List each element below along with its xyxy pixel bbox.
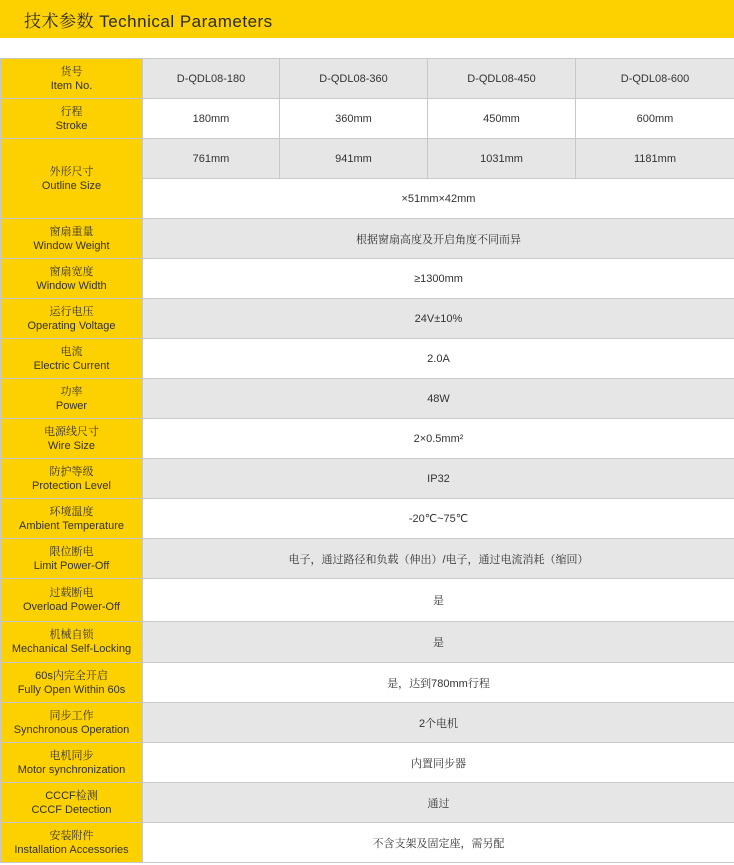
label-item-no: 货号 Item No. bbox=[1, 59, 143, 99]
row-synchronous-operation bbox=[1, 703, 734, 743]
ccc-detection-value: 通过 bbox=[143, 783, 734, 823]
label-installation-accessories: 安装附件 Installation Accessories bbox=[1, 823, 143, 863]
window-weight-value: 根据窗扇高度及开启角度不同而异 bbox=[143, 219, 734, 259]
mechanical-self-locking-value: 是 bbox=[143, 622, 734, 663]
label-motor-synchronization: 电机同步 Motor synchronization bbox=[1, 743, 143, 783]
row-limit-power-off bbox=[1, 539, 734, 579]
protection-level-value: IP32 bbox=[143, 459, 734, 499]
label-wire-size: 电源线尺寸 Wire Size bbox=[1, 419, 143, 459]
label-protection-level: 防护等级 Protection Level bbox=[1, 459, 143, 499]
label-synchronous-operation: 同步工作 Synchronous Operation bbox=[1, 703, 143, 743]
label-ambient-temperature: 环境温度 Ambient Temperature bbox=[1, 499, 143, 539]
label-limit-power-off: 限位断电 Limit Power-Off bbox=[1, 539, 143, 579]
label-ccc-detection: CCCF检测 CCCF Detection bbox=[1, 783, 143, 823]
outline-size-common: ×51mm×42mm bbox=[143, 179, 734, 219]
title-bar bbox=[0, 0, 734, 38]
stroke-360: 360mm bbox=[280, 99, 428, 139]
row-window-weight bbox=[1, 219, 734, 259]
outline-size-180: 761mm bbox=[143, 139, 280, 179]
label-overload-power-off: 过载断电 Overload Power-Off bbox=[1, 579, 143, 622]
label-power: 功率 Power bbox=[1, 379, 143, 419]
stroke-600: 600mm bbox=[576, 99, 734, 139]
synchronous-operation-value: 2个电机 bbox=[143, 703, 734, 743]
label-outline-size: 外形尺寸 Outline Size bbox=[1, 139, 143, 219]
row-operating-voltage bbox=[1, 299, 734, 339]
operating-voltage-value: 24V±10% bbox=[143, 299, 734, 339]
label-window-weight: 窗扇重量 Window Weight bbox=[1, 219, 143, 259]
stroke-180: 180mm bbox=[143, 99, 280, 139]
row-wire-size bbox=[1, 419, 734, 459]
overload-power-off-value: 是 bbox=[143, 579, 734, 622]
spec-table bbox=[0, 58, 734, 863]
item-no-450: D-QDL08-450 bbox=[428, 59, 576, 99]
label-operating-voltage: 运行电压 Operating Voltage bbox=[1, 299, 143, 339]
motor-synchronization-value: 内置同步器 bbox=[143, 743, 734, 783]
row-window-width bbox=[1, 259, 734, 299]
outline-size-600: 1181mm bbox=[576, 139, 734, 179]
label-stroke: 行程 Stroke bbox=[1, 99, 143, 139]
row-electric-current bbox=[1, 339, 734, 379]
outline-size-450: 1031mm bbox=[428, 139, 576, 179]
row-item-no bbox=[1, 59, 734, 99]
row-fully-open-60s bbox=[1, 663, 734, 703]
window-width-value: ≥1300mm bbox=[143, 259, 734, 299]
wire-size-value: 2×0.5mm² bbox=[143, 419, 734, 459]
label-window-width: 窗扇宽度 Window Width bbox=[1, 259, 143, 299]
stroke-450: 450mm bbox=[428, 99, 576, 139]
fully-open-60s-value: 是，达到780mm行程 bbox=[143, 663, 734, 703]
power-value: 48W bbox=[143, 379, 734, 419]
page-title: 技术参数 Technical Parameters bbox=[24, 12, 273, 31]
row-protection-level bbox=[1, 459, 734, 499]
label-electric-current: 电流 Electric Current bbox=[1, 339, 143, 379]
installation-accessories-value: 不含支架及固定座，需另配 bbox=[143, 823, 734, 863]
item-no-600: D-QDL08-600 bbox=[576, 59, 734, 99]
row-power bbox=[1, 379, 734, 419]
row-outline-size bbox=[1, 139, 734, 179]
item-no-180: D-QDL08-180 bbox=[143, 59, 280, 99]
row-motor-synchronization bbox=[1, 743, 734, 783]
label-fully-open-60s: 60s内完全开启 Fully Open Within 60s bbox=[1, 663, 143, 703]
outline-size-360: 941mm bbox=[280, 139, 428, 179]
ambient-temperature-value: -20℃~75℃ bbox=[143, 499, 734, 539]
limit-power-off-value: 电子，通过路径和负载（伸出）/电子，通过电流消耗（缩回） bbox=[143, 539, 734, 579]
item-no-360: D-QDL08-360 bbox=[280, 59, 428, 99]
row-overload-power-off bbox=[1, 579, 734, 622]
row-installation-accessories bbox=[1, 823, 734, 863]
label-mechanical-self-locking: 机械自锁 Mechanical Self-Locking bbox=[1, 622, 143, 663]
row-ambient-temperature bbox=[1, 499, 734, 539]
row-mechanical-self-locking bbox=[1, 622, 734, 663]
row-ccc-detection bbox=[1, 783, 734, 823]
electric-current-value: 2.0A bbox=[143, 339, 734, 379]
row-stroke bbox=[1, 99, 734, 139]
